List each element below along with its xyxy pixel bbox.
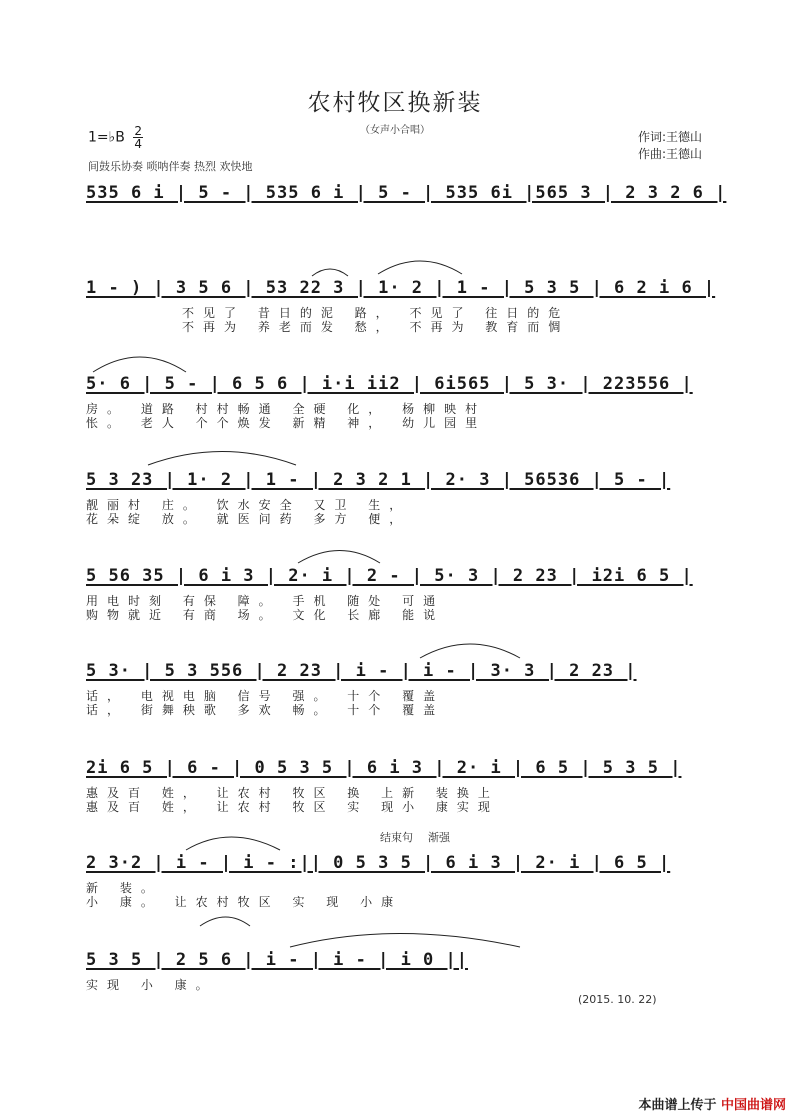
date-stamp: (2015. 10. 22) [578, 993, 657, 1006]
notes-line: 5 3 5 | 2 5 6 | i - | i - | i 0 || [86, 950, 468, 970]
slur [420, 644, 520, 658]
notes-line: 1 - ) | 3 5 6 | 53 22 3 | 1· 2 | 1 - | 5 3 5 | 6 2 i 6 | [86, 278, 716, 298]
notes-line: 2 3·2 | i - | i - :|| 0 5 3 5 | 6 i 3 | 2· i | 6 5 | [86, 853, 671, 873]
lyric-line-2: 小 康。 让农村牧区 实 现 小康 [86, 895, 403, 909]
slur [148, 452, 296, 466]
tempo-note: 渐强 [428, 831, 450, 844]
lyricist-credit: 作词:王德山 [638, 130, 703, 144]
composer-credit: 作曲:王德山 [638, 147, 703, 161]
site-logo: 中国曲谱网 [720, 1098, 786, 1113]
time-signature-numerator: 2 [134, 124, 142, 138]
slur [290, 934, 520, 948]
performance-note: 间鼓乐协奏 唢呐伴奏 热烈 欢快地 [88, 160, 253, 173]
lyric-line-1: 用电时刻 有保 障。 手机 随处 可通 [86, 594, 445, 608]
footer-upload-label: 本曲谱上传于 [638, 1098, 717, 1113]
lyric-line-2: 惠及百 姓， 让农村 牧区 实 现小 康实现 [86, 800, 499, 814]
key-label: 1=♭B [88, 129, 125, 146]
key-signature [88, 125, 143, 150]
lyric-line-1: 惠及百 姓， 让农村 牧区 换 上新 装换上 [86, 786, 499, 800]
notes-line: 535 6 i | 5 - | 535 6 i | 5 - | 535 6i |565 3 | 2 3 2 6 | [86, 183, 727, 203]
notes-line: 2i 6 5 | 6 - | 0 5 3 5 | 6 i 3 | 2· i | 6 5 | 5 3 5 | [86, 758, 682, 778]
lyric-line-1: 新 装。 [86, 881, 162, 895]
slur [312, 269, 348, 276]
lyric-line-2: 花朵绽 放。 就医问药 多方 便， [86, 512, 411, 526]
song-title: 农村牧区换新装 [307, 90, 483, 116]
ending-note: 结束句 [380, 831, 413, 844]
slur [200, 917, 250, 926]
slur [298, 551, 380, 564]
notes-line: 5· 6 | 5 - | 6 5 6 | i·i ii2 | 6i565 | 5 3· | 223556 | [86, 374, 693, 394]
lyric-line-2: 购物就近 有商 场。 文化 长廊 能说 [86, 608, 445, 622]
slur [186, 837, 280, 850]
footer-credit [638, 1094, 786, 1113]
lyric-line-1: 房。 道路 村村畅通 全硬 化， 杨柳映村 [86, 402, 487, 416]
song-subtitle: （女声小合唱） [360, 125, 430, 136]
lyric-line-2: 怅。 老人 个个焕发 新精 神， 幼儿园里 [86, 416, 487, 430]
lyric-line-1: 话， 电视电脑 信号 强。 十个 覆盖 [86, 689, 445, 703]
notes-line: 5 3· | 5 3 556 | 2 23 | i - | i - | 3· 3 | 2 23 | [86, 661, 637, 681]
notes-line: 5 56 35 | 6 i 3 | 2· i | 2 - | 5· 3 | 2 23 | i2i 6 5 | [86, 566, 693, 586]
lyric-line-1: 不见了 昔日的泥 路， 不见了 往日的危 [182, 306, 570, 320]
slur [378, 261, 462, 274]
lyric-line-2: 话， 街舞秧歌 多欢 畅。 十个 覆盖 [86, 703, 445, 717]
lyric-line-1: 实现 小 康。 [86, 978, 217, 992]
lyric-line-1: 靓丽村 庄。 饮水安全 又卫 生， [86, 498, 411, 512]
lyric-line-2: 不再为 养老而发 愁， 不再为 教育而惆 [182, 320, 570, 334]
notes-line: 5 3 23 | 1· 2 | 1 - | 2 3 2 1 | 2· 3 | 56536 | 5 - | [86, 470, 671, 490]
slur [93, 357, 186, 372]
time-signature-denominator: 4 [134, 137, 142, 151]
time-signature [133, 125, 143, 150]
